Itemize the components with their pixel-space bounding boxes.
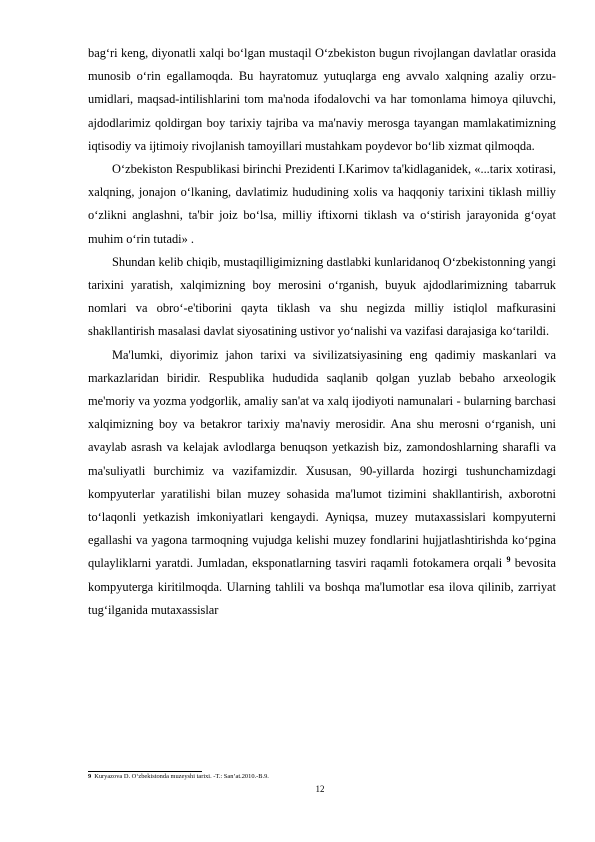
footnote-text: Kuryazova D. O‘zbekistonda muzeyshi tarixi. -T.: San’at.2010.-B.9.	[94, 773, 269, 780]
footnote	[88, 773, 556, 781]
footnote-separator	[88, 771, 202, 772]
page-number: 12	[315, 784, 325, 794]
paragraph-3: Shundan kelib chiqib, mustaqilligimizning dastlabki kunlaridanoq O‘zbekistonning yangi tarixini yaratish, xalqimizning boy merosini o‘rganish, buyuk ajdodlarimizning tabarruk nomlari va obro‘-e'tiborini qayta tiklash va shu negizda milliy istiqlol mafkurasini shakllantirish masalasi davlat siyosatining ustivor yo‘nalishi va vazifasi darajasiga ko‘tarildi.	[88, 254, 556, 339]
paragraph-4	[88, 344, 556, 622]
paragraph-1: bag‘ri keng, diyonatli xalqi bo‘lgan mustaqil O‘zbekiston bugun rivojlangan davlatlar orasida munosib o‘rin egallamoqda. Bu hayratomuz yutuqlarga eng avvalo xalqning azaliy orzu-umidlari, maqsad-intilishlarini tom ma'noda ifodalovchi va har tomonlama himoya qiluvchi, ajdodlarimiz qoldirgan boy tarixiy tajriba va ma'naviy merosga tayangan mamlakatimizning iqtisodiy va ijtimoiy rivojlanish tamoyillari mustahkam poydevor bo‘lib xizmat qilmoqda.	[88, 46, 556, 153]
paragraph-4-text-before-footnote: Ma'lumki, diyorimiz jahon tarixi va sivilizatsiyasining eng qadimiy maskanlari va markazlaridan biridir. Respublika hududida saqlanib qolgan yuzlab bebaho arxeologik me'moriy va yozma yodgorlik, amaliy san'at va xalq ijodiyoti namunalari - bularning barchasi xalqimizning boy va betakror tarixiy ma'naviy merosidir. Ana shu merosni o‘rganish, uni avaylab asrash va kelajak avlodlarga benuqson yetkazish biz, zamondoshlarning sharafli va ma'suliyatli burchimiz va vazifamizdir. Xususan, 90-yillarda hozirgi tushunchamizdagi kompyuterlar yaratilishi bilan muzey sohasida ma'lumot tizimini shakllantirish, axborotni to‘laqonli yetkazish imkoniyatlari kengaydi. Ayniqsa, muzey mutaxassislari kompyuterni egallashi va yagona tarmoqning vujudga kelishi muzey fondlarini hujjatlashtirishda ko‘pgina qulayliklarni yaratdi. Jumladan, eksponatlarning tasviri raqamli fotokamera orqali	[88, 347, 556, 571]
body-text	[88, 42, 556, 622]
paragraph-2: O‘zbekiston Respublikasi birinchi Prezidenti I.Karimov ta'kidlaganidek, «...tarix xotirasi, xalqning, jonajon o‘lkaning, davlatimiz hududining xolis va haqqoniy tarixini tiklash milliy o‘zlikni anglashni, ta'bir joiz bo‘lsa, milliy iftixorni tiklash va o‘stirish jarayonida g‘oyat muhim o‘rin tutadi» .	[88, 162, 556, 246]
paragraph-4-text-after-footnote: bevosita kompyuterga kiritilmoqda. Ularning tahlili va boshqa ma'lumotlar esa ilova qilinib, zarriyat tug‘ilganida mutaxassislar	[88, 556, 556, 617]
footnote-reference[interactable]: 9	[506, 555, 511, 565]
footnote-number: 9	[88, 773, 92, 780]
